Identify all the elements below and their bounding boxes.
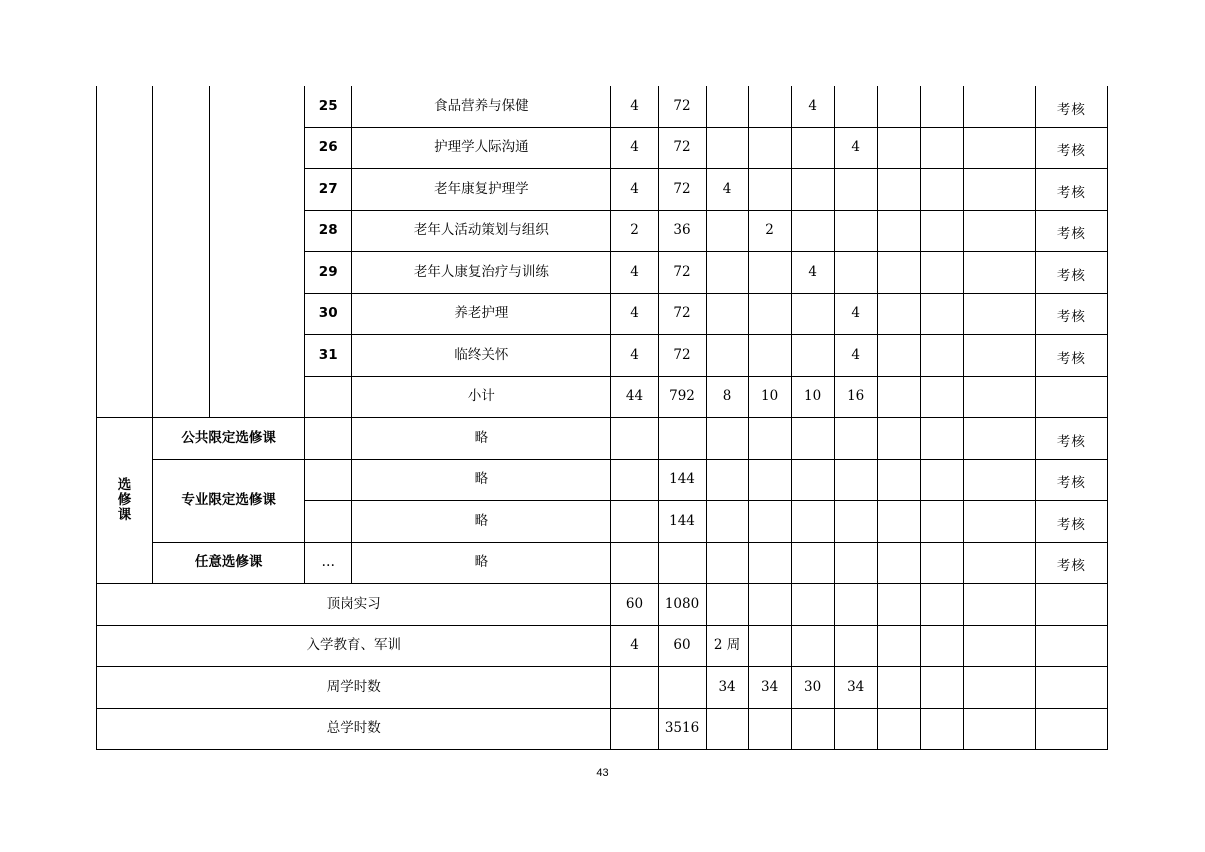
course-name: 护理学人际沟通: [352, 127, 611, 169]
public-limited-name: 略: [352, 418, 611, 460]
course-credits: 4: [611, 169, 658, 211]
course-extra-3: [963, 335, 1035, 377]
course-t3: [791, 210, 834, 252]
course-name: 老年人活动策划与组织: [352, 210, 611, 252]
course-number: 26: [305, 127, 352, 169]
optional-elective-label: 任意选修课: [153, 542, 305, 584]
course-t4: [834, 252, 877, 294]
course-extra-2: [920, 169, 963, 211]
major-limited-name-1: 略: [352, 459, 611, 501]
major-limited-exam-2: 考核: [1035, 501, 1107, 543]
orientation-row: [97, 625, 1108, 667]
weekly-hours-term4: 34: [834, 667, 877, 709]
course-t4: 4: [834, 127, 877, 169]
course-extra-3: [963, 169, 1035, 211]
course-credits: 4: [611, 335, 658, 377]
optional-elective-name: 略: [352, 542, 611, 584]
course-number: 25: [305, 86, 352, 127]
internship-hours: 1080: [658, 584, 706, 626]
course-credits: 4: [611, 252, 658, 294]
course-t1: [706, 335, 748, 377]
elective-optional-row: [97, 542, 1108, 584]
course-extra-2: [920, 335, 963, 377]
course-t1: 4: [706, 169, 748, 211]
course-hours: 72: [658, 293, 706, 335]
page-number: 43: [596, 767, 609, 779]
course-t2: [748, 127, 791, 169]
major-limited-hours-2: 144: [658, 501, 706, 543]
subtotal-term2: 10: [748, 376, 791, 418]
course-t4: [834, 210, 877, 252]
course-credits: 4: [611, 86, 658, 127]
course-extra-3: [963, 127, 1035, 169]
category-column-b: [153, 86, 210, 418]
course-extra-1: [877, 127, 920, 169]
course-hours: 72: [658, 252, 706, 294]
weekly-hours-term2: 34: [748, 667, 791, 709]
course-exam: 考核: [1035, 252, 1107, 294]
course-extra-2: [920, 210, 963, 252]
course-t1: [706, 252, 748, 294]
weekly-hours-term1: 34: [706, 667, 748, 709]
course-t3: [791, 335, 834, 377]
course-extra-3: [963, 293, 1035, 335]
course-credits: 4: [611, 293, 658, 335]
course-t3: [791, 127, 834, 169]
course-name: 临终关怀: [352, 335, 611, 377]
course-row: [97, 86, 1108, 127]
subtotal-hours: 792: [658, 376, 706, 418]
elective-category-cell: [97, 418, 153, 584]
subtotal-label: 小计: [352, 376, 611, 418]
course-name: 老年人康复治疗与训练: [352, 252, 611, 294]
course-hours: 36: [658, 210, 706, 252]
total-hours-label: 总学时数: [97, 708, 611, 750]
subtotal-term1: 8: [706, 376, 748, 418]
course-extra-2: [920, 86, 963, 127]
course-hours: 72: [658, 335, 706, 377]
course-t3: 4: [791, 86, 834, 127]
orientation-hours: 60: [658, 625, 706, 667]
elective-public-row: [97, 418, 1108, 460]
elective-char-1: 选: [117, 477, 132, 494]
major-limited-label: 专业限定选修课: [153, 459, 305, 542]
course-t4: [834, 169, 877, 211]
orientation-term1: 2 周: [706, 625, 748, 667]
optional-elective-exam: 考核: [1035, 542, 1107, 584]
orientation-credits: 4: [611, 625, 658, 667]
subtotal-term3: 10: [791, 376, 834, 418]
subtotal-term4: 16: [834, 376, 877, 418]
internship-credits: 60: [611, 584, 658, 626]
internship-label: 顶岗实习: [97, 584, 611, 626]
course-t4: 4: [834, 293, 877, 335]
elective-char-2: 修: [117, 492, 132, 509]
course-exam: 考核: [1035, 335, 1107, 377]
course-name: 食品营养与保健: [352, 86, 611, 127]
course-t2: [748, 169, 791, 211]
course-t2: [748, 335, 791, 377]
course-hours: 72: [658, 169, 706, 211]
course-t2: [748, 252, 791, 294]
course-number: 29: [305, 252, 352, 294]
course-extra-1: [877, 335, 920, 377]
course-extra-1: [877, 293, 920, 335]
weekly-hours-term3: 30: [791, 667, 834, 709]
course-credits: 2: [611, 210, 658, 252]
course-extra-3: [963, 210, 1035, 252]
course-name: 养老护理: [352, 293, 611, 335]
course-number: 30: [305, 293, 352, 335]
category-column-a: [97, 86, 153, 418]
internship-row: [97, 584, 1108, 626]
course-extra-2: [920, 127, 963, 169]
orientation-label: 入学教育、军训: [97, 625, 611, 667]
course-t4: 4: [834, 335, 877, 377]
course-plan-table: [96, 86, 1108, 750]
course-t2: 2: [748, 210, 791, 252]
weekly-hours-row: [97, 667, 1108, 709]
course-exam: 考核: [1035, 210, 1107, 252]
course-exam: 考核: [1035, 86, 1107, 127]
course-extra-1: [877, 86, 920, 127]
course-t3: 4: [791, 252, 834, 294]
course-t3: [791, 293, 834, 335]
course-extra-3: [963, 252, 1035, 294]
course-extra-2: [920, 252, 963, 294]
course-number: 31: [305, 335, 352, 377]
course-extra-1: [877, 210, 920, 252]
course-hours: 72: [658, 86, 706, 127]
course-exam: 考核: [1035, 169, 1107, 211]
course-t1: [706, 210, 748, 252]
course-t4: [834, 86, 877, 127]
weekly-hours-label: 周学时数: [97, 667, 611, 709]
course-exam: 考核: [1035, 293, 1107, 335]
public-limited-label: 公共限定选修课: [153, 418, 305, 460]
subtotal-credits: 44: [611, 376, 658, 418]
course-t2: [748, 293, 791, 335]
course-t1: [706, 86, 748, 127]
course-name: 老年康复护理学: [352, 169, 611, 211]
course-extra-3: [963, 86, 1035, 127]
course-hours: 72: [658, 127, 706, 169]
total-hours-row: [97, 708, 1108, 750]
category-column-c: [210, 86, 305, 418]
course-t2: [748, 86, 791, 127]
major-limited-exam-1: 考核: [1035, 459, 1107, 501]
major-limited-hours-1: 144: [658, 459, 706, 501]
elective-char-3: 课: [117, 506, 132, 523]
course-t1: [706, 127, 748, 169]
course-extra-1: [877, 252, 920, 294]
elective-major-row-1: [97, 459, 1108, 501]
course-t3: [791, 169, 834, 211]
course-number: 28: [305, 210, 352, 252]
public-limited-exam: 考核: [1035, 418, 1107, 460]
optional-elective-no: …: [305, 542, 352, 584]
course-extra-1: [877, 169, 920, 211]
course-t1: [706, 293, 748, 335]
course-extra-2: [920, 293, 963, 335]
total-hours-value: 3516: [658, 708, 706, 750]
course-credits: 4: [611, 127, 658, 169]
course-exam: 考核: [1035, 127, 1107, 169]
course-number: 27: [305, 169, 352, 211]
major-limited-name-2: 略: [352, 501, 611, 543]
